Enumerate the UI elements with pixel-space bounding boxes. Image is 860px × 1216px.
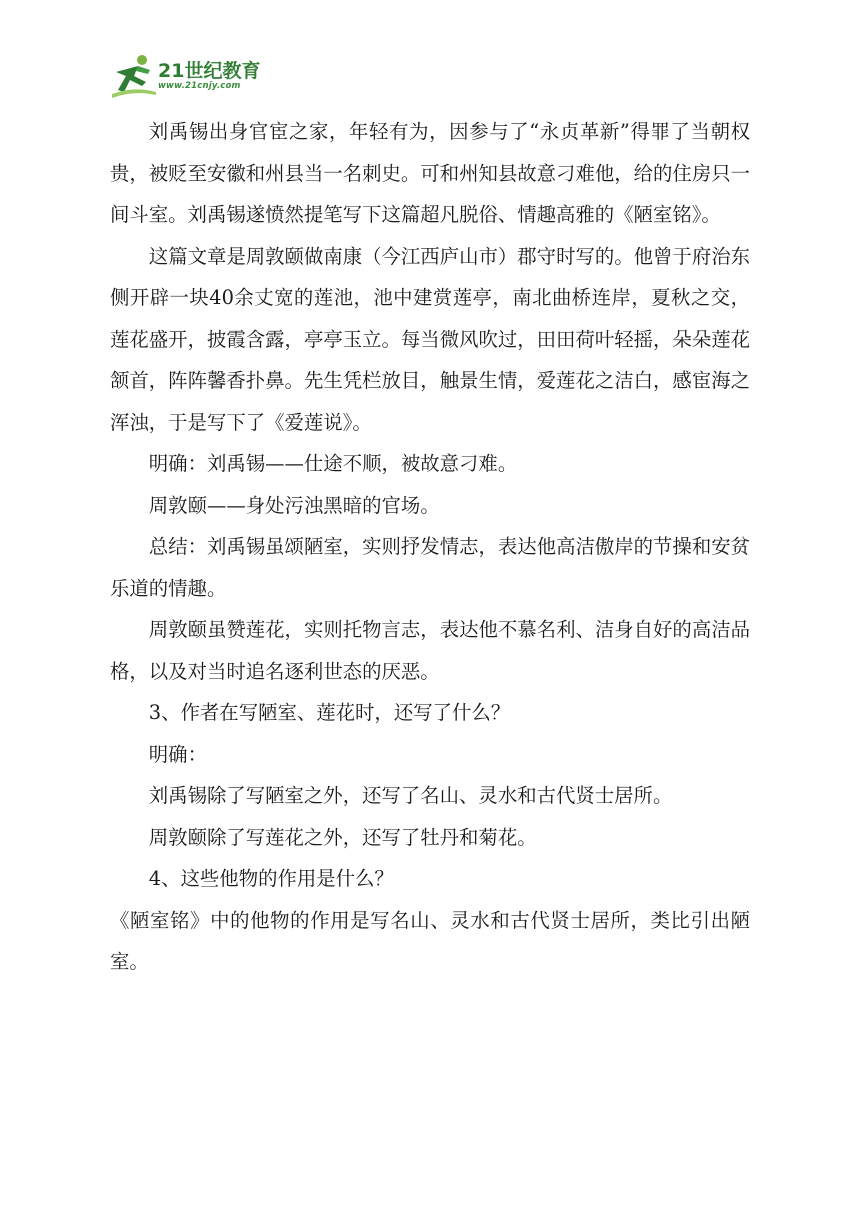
document-body xyxy=(110,111,750,983)
site-logo xyxy=(112,52,287,98)
logo-brand-text: 21世纪教育 xyxy=(158,60,261,82)
paragraph-6: 周敦颐虽赞莲花，实则托物言志，表达他不慕名利、洁身自好的高洁品格，以及对当时追名逐利世态的厌恶。 xyxy=(110,618,750,683)
paragraph-10: 周敦颐除了写莲花之外，还写了牡丹和菊花。 xyxy=(148,825,537,849)
paragraph-9: 刘禹锡除了写陋室之外，还写了名山、灵水和古代贤士居所。 xyxy=(148,784,673,807)
paragraph-3: 明确：刘禹锡——仕途不顺，被故意刁难。 xyxy=(148,452,518,475)
question-3: 3、作者在写陋室、莲花时，还写了什么？ xyxy=(148,701,511,724)
paragraph-2: 这篇文章是周敦颐做南康（今江西庐山市）郡守时写的。他曾于府治东侧开辟一块40余丈宽的莲池，池中建赏莲亭，南北曲桥连岸，夏秋之交，莲花盛开，披霞含露，亭亭玉立。每当微风吹过，田田荷叶轻摇，朵朵莲花颔首，阵阵馨香扑鼻。先生凭栏放目，触景生情，爱莲花之洁白，感宦海之浑浊，于是写下了《爱莲说》。 xyxy=(110,244,750,434)
paragraph-4: 周敦颐——身处污浊黑暗的官场。 xyxy=(148,493,440,517)
paragraph-5: 总结：刘禹锡虽颂陋室，实则抒发情志，表达他高洁傲岸的节操和安贫乐道的情趣。 xyxy=(110,535,750,600)
question-4: 4、这些他物的作用是什么？ xyxy=(148,867,394,890)
paragraph-12: 《陋室铭》中的他物的作用是写名山、灵水和古代贤士居所，类比引出陋室。 xyxy=(110,908,750,973)
paragraph-8: 明确： xyxy=(148,742,207,766)
paragraph-1: 刘禹锡出身官宦之家，年轻有为，因参与了“永贞革新”得罪了当朝权贵，被贬至安徽和州县当一名刺史。可和州知县故意刁难他，给的住房只一间斗室。刘禹锡遂愤然提笔写下这篇超凡脱俗、情趣高雅的《陋室铭》。 xyxy=(110,120,750,226)
logo-url-text: www.21cnjy.com xyxy=(158,81,241,91)
runner-icon xyxy=(112,52,156,98)
